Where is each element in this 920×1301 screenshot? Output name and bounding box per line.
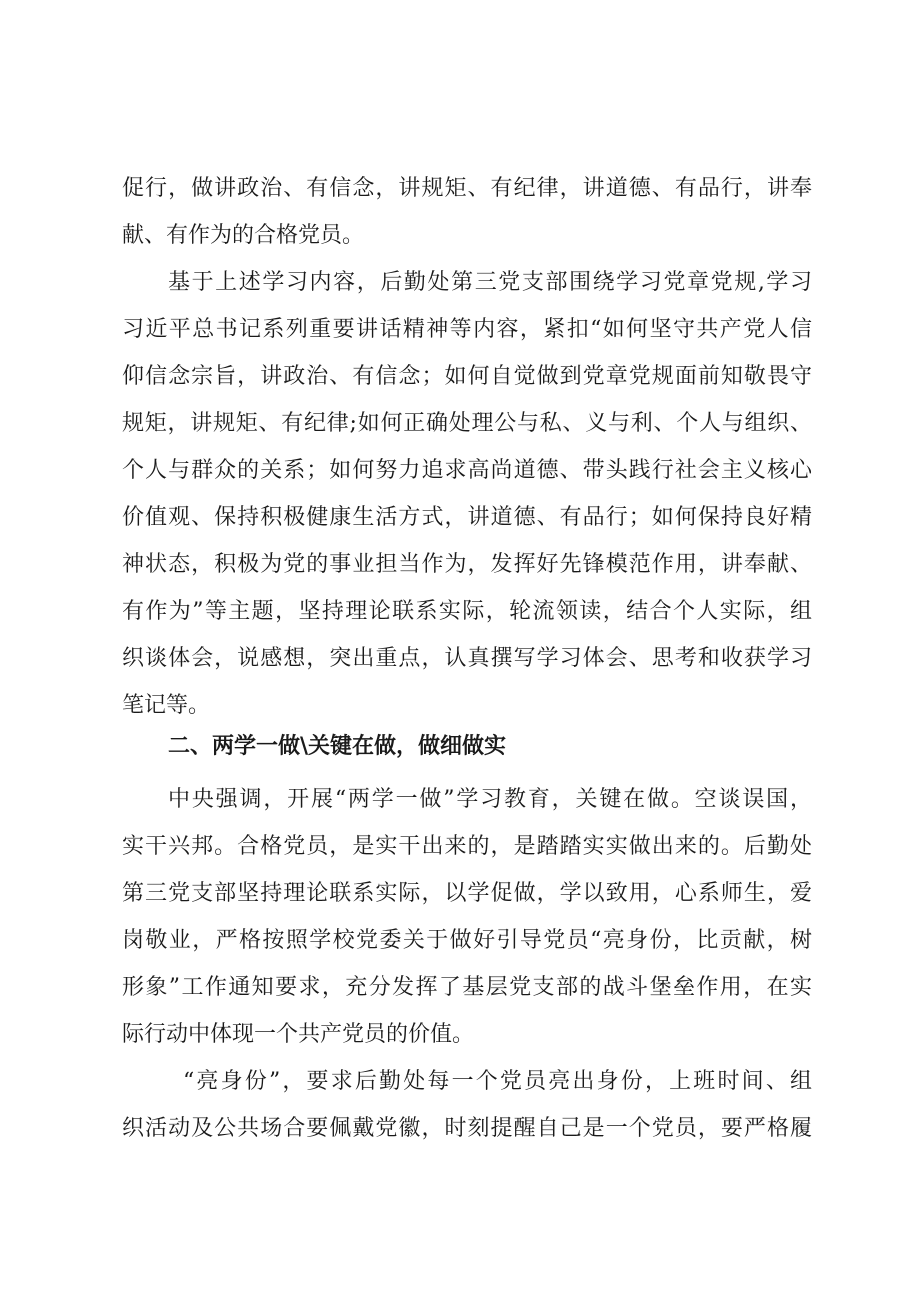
paragraph-line: “亮身份”，要求后勤处每一个党员亮出身份，上班时间、组: [183, 1069, 812, 1094]
paragraph-line: 际行动中体现一个共产党员的价值。: [122, 1022, 475, 1047]
paragraph-line: 中央强调，开展“两学一做”学习教育，关键在做。空谈误国，: [168, 787, 812, 812]
paragraph-line: 习近平总书记系列重要讲话精神等内容，紧扣“如何坚守共产党人信: [122, 317, 812, 342]
paragraph-line: 有作为”等主题，坚持理论联系实际，轮流领读，结合个人实际，组: [122, 599, 812, 624]
section-heading: 二、两学一做\关键在做，做细做实: [168, 734, 507, 759]
paragraph-line: 仰信念宗旨，讲政治、有信念；如何自觉做到党章党规面前知敬畏守: [122, 364, 812, 389]
paragraph-line: 岗敬业，严格按照学校党委关于做好引导党员“亮身份，比贡献，树: [122, 928, 812, 953]
paragraph-line: 规矩，讲规矩、有纪律;如何正确处理公与私、义与利、个人与组织、: [122, 411, 812, 436]
paragraph-line: 笔记等。: [122, 693, 211, 718]
paragraph-line: 基于上述学习内容，后勤处第三党支部围绕学习党章党规,学习: [168, 270, 812, 295]
paragraph-line: 神状态，积极为党的事业担当作为，发挥好先锋模范作用，讲奉献、: [122, 552, 812, 577]
paragraph-line: 织活动及公共场合要佩戴党徽，时刻提醒自己是一个党员，要严格履: [122, 1116, 812, 1141]
paragraph-line: 促行，做讲政治、有信念，讲规矩、有纪律，讲道德、有品行，讲奉: [122, 176, 812, 201]
paragraph-line: 形象”工作通知要求，充分发挥了基层党支部的战斗堡垒作用，在实: [122, 975, 812, 1000]
paragraph-line: 实干兴邦。合格党员，是实干出来的，是踏踏实实做出来的。后勤处: [122, 834, 812, 859]
paragraph-line: 献、有作为的合格党员。: [122, 223, 365, 248]
paragraph-line: 织谈体会，说感想，突出重点，认真撰写学习体会、思考和收获学习: [122, 646, 812, 671]
paragraph-line: 价值观、保持积极健康生活方式，讲道德、有品行；如何保持良好精: [122, 505, 812, 530]
paragraph-line: 第三党支部坚持理论联系实际，以学促做，学以致用，心系师生，爱: [122, 881, 812, 906]
paragraph-line: 个人与群众的关系；如何努力追求高尚道德、带头践行社会主义核心: [122, 458, 812, 483]
